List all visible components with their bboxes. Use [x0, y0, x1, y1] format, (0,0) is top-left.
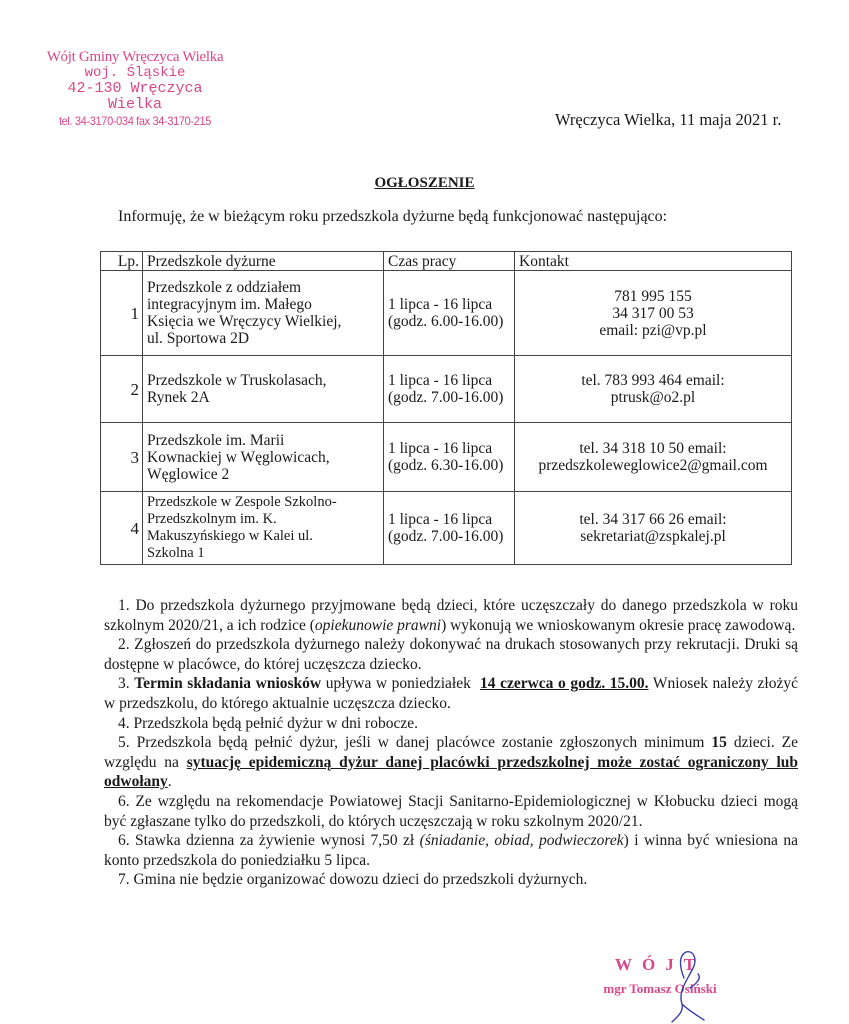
point-text: .	[167, 773, 172, 791]
point-text: dzieci. Ze względu na	[104, 734, 799, 771]
row-number: 2	[101, 356, 143, 423]
kindergarten-name	[143, 423, 384, 492]
epidemic-warning: sytuację epidemiczną dyżur danej placówki przedszkolnej może zostać ograniczony lub odwołany	[104, 753, 799, 791]
point-7: 7. Gmina nie będzie organizować dowozu dzieci do przedszkoli dyżurnych.	[118, 871, 588, 889]
contact-line: przedszkoleweglowice2@gmail.com	[538, 457, 768, 474]
point-4: 4. Przedszkola będą pełnić dyżur w dni robocze.	[118, 714, 418, 732]
working-hours	[384, 423, 515, 492]
handwritten-signature-icon	[668, 948, 708, 1024]
contact	[515, 356, 792, 423]
contact	[515, 271, 792, 356]
document-title: OGŁOSZENIE	[374, 175, 475, 191]
duty-kindergartens-table	[100, 251, 792, 565]
table-row	[101, 356, 792, 423]
point-text: 1. Do przedszkola dyżurnego przyjmowane będą dzieci, które uczęszczały do danego przedszkola w roku szkolnym 2020/21, a ich rodzice (	[104, 597, 798, 634]
signature-name: mgr Tomasz Osiński	[603, 981, 717, 996]
point-6a: 6. Ze względu na rekomendacje Powiatowej Stacji Sanitarno-Epidemiologicznej w Kłobucku dzieci mogą być zgłaszane tylko do przedszkoli, do których uczęszczają w roku szkolnym 2020/21.	[104, 792, 798, 830]
place-date: Wręczyca Wielka, 11 maja 2021 r.	[555, 110, 782, 129]
name-line: Przedszkole z oddziałem	[147, 279, 302, 296]
working-hours	[384, 492, 515, 565]
table-row	[101, 492, 792, 565]
name-line: Węglowice 2	[147, 465, 230, 483]
name-line: Przedszkole w Truskolasach,	[147, 372, 327, 389]
stamp-office-name: Wójt Gminy Wręczyca Wielka	[46, 49, 224, 65]
name-line: Przedszkole w Zespole Szkolno-	[147, 494, 337, 510]
point-3	[104, 674, 798, 713]
name-line: Przedszkolnym im. K.	[147, 511, 277, 527]
contact-line: ptrusk@o2.pl	[610, 389, 696, 406]
date-range: 1 lipca - 16 lipca	[388, 440, 493, 457]
header-working-hours: Czas pracy	[384, 252, 515, 271]
point-text: Wniosek należy złożyć w przedszkolu, do którego aktualnie uczęszcza dziecko.	[104, 675, 798, 712]
point-text: 5. Przedszkola będą pełnić dyżur, jeśli w danej placówce zostanie zgłoszonych minimum	[118, 734, 712, 752]
table-header-row	[101, 252, 792, 271]
table-row	[101, 271, 792, 356]
point-text: upływa w poniedziałek	[321, 675, 481, 693]
name-line: Kownackiej w Węglowicach,	[147, 448, 330, 466]
hours: (godz. 6.30-16.00)	[388, 457, 504, 474]
contact	[515, 492, 792, 565]
point-text: ) i winna być wniesiona na konto przedszkola do poniedziałku 5 lipca.	[104, 832, 798, 869]
row-number: 4	[101, 492, 143, 565]
point-6b	[104, 831, 798, 870]
point-italic: opiekunowie prawni	[314, 616, 442, 634]
name-line: Przedszkole im. Marii	[147, 431, 285, 449]
point-5	[104, 733, 798, 792]
name-line: Księcia we Wręczycy Wielkiej,	[147, 313, 342, 330]
point-1	[104, 596, 798, 635]
minimum-children: 15	[711, 734, 727, 752]
hours: (godz. 6.00-16.00)	[388, 313, 504, 330]
name-line: integracyjnym im. Małego	[147, 296, 312, 313]
working-hours	[384, 271, 515, 356]
point-text: 6. Stawka dzienna za żywienie wynosi 7,50 zł	[118, 832, 420, 850]
announcement-points	[104, 596, 798, 890]
stamp-voivodeship: woj. Śląskie	[84, 65, 186, 81]
contact-line: sekretariat@zspkalej.pl	[580, 528, 726, 545]
hours: (godz. 7.00-16.00)	[388, 389, 504, 406]
name-line: Makuszyńskiego w Kalei ul.	[147, 528, 313, 544]
kindergarten-name	[143, 271, 384, 356]
stamp-address: 42-130 Wręczyca Wielka	[67, 80, 203, 113]
date-range: 1 lipca - 16 lipca	[388, 511, 493, 528]
point-number: 3.	[118, 675, 135, 693]
header-lp: Lp.	[101, 252, 143, 271]
point-2: 2. Zgłoszeń do przedszkola dyżurnego należy dokonywać na drukach stosowanych przy rekrutacji. Druki są dostępne w placówce, do której uczęszcza dziecko.	[104, 636, 798, 673]
table-row	[101, 423, 792, 492]
name-line: Szkolna 1	[147, 545, 205, 561]
kindergarten-name	[143, 356, 384, 423]
row-number: 3	[101, 423, 143, 492]
date-range: 1 lipca - 16 lipca	[388, 372, 493, 389]
contact-line: 781 995 155	[614, 287, 692, 305]
row-number: 1	[101, 271, 143, 356]
working-hours	[384, 356, 515, 423]
intro-text: Informuję, że w bieżącym roku przedszkola dyżurne będą funkcjonować następująco:	[118, 208, 668, 225]
contact-line: email: pzi@vp.pl	[599, 321, 707, 339]
deadline-date: 14 czerwca o godz. 15.00.	[480, 675, 649, 693]
name-line: Rynek 2A	[147, 389, 210, 406]
deadline-label: Termin składania wniosków	[134, 675, 322, 693]
contact-line: tel. 34 318 10 50 email:	[579, 440, 727, 457]
hours: (godz. 7.00-16.00)	[388, 528, 504, 545]
contact	[515, 423, 792, 492]
signature-title: WÓJT	[614, 955, 706, 974]
kindergarten-name	[143, 492, 384, 565]
contact-line: 34 317 00 53	[612, 304, 694, 322]
signature-stamp	[580, 955, 740, 997]
office-stamp	[40, 49, 230, 129]
point-text: ) wykonują we wnioskowanym okresie pracę zawodową.	[441, 616, 796, 634]
contact-line: tel. 783 993 464 email:	[581, 372, 725, 389]
header-contact: Kontakt	[515, 252, 792, 271]
stamp-phone-fax: tel. 34-3170-034 fax 34-3170-215	[58, 114, 212, 128]
contact-line: tel. 34 317 66 26 email:	[579, 511, 727, 528]
point-italic: (śniadanie, obiad, podwieczorek	[419, 832, 624, 850]
name-line: ul. Sportowa 2D	[147, 330, 250, 347]
header-kindergarten: Przedszkole dyżurne	[143, 252, 384, 271]
date-range: 1 lipca - 16 lipca	[388, 296, 493, 313]
